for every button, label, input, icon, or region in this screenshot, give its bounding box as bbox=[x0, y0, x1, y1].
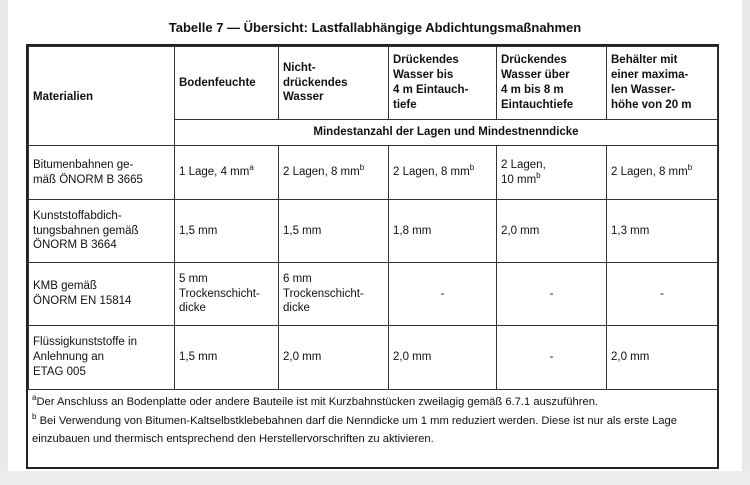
table-row bbox=[29, 146, 718, 200]
table-row bbox=[29, 200, 718, 263]
footnote-mark: b bbox=[32, 412, 37, 422]
row-material: KMB gemäß ÖNORM EN 15814 bbox=[29, 263, 175, 326]
table-container bbox=[26, 44, 719, 469]
data-table bbox=[28, 46, 718, 390]
header-materialien: Materialien bbox=[29, 47, 175, 146]
footnote-ref: b bbox=[359, 163, 365, 173]
cell bbox=[389, 146, 497, 200]
cell-value: 2 Lagen, 10 mm bbox=[501, 158, 546, 186]
cell: 1,5 mm bbox=[175, 200, 279, 263]
cell bbox=[175, 146, 279, 200]
cell bbox=[497, 146, 607, 200]
header-drueckend-bis-4m: Drückendes Wasser bis 4 m Eintauch- tiefe bbox=[389, 47, 497, 120]
cell: 1,8 mm bbox=[389, 200, 497, 263]
footnote-text: Der Anschluss an Bodenplatte oder andere Bauteile ist mit Kurzbahnstücken zweilagig gemäß 6.7.1 auszuführen. bbox=[36, 396, 599, 408]
header-behaelter: Behälter mit einer maxima- len Wasser- höhe von 20 m bbox=[607, 47, 718, 120]
cell-value: 2 Lagen, 8 mm bbox=[283, 166, 360, 179]
cell: 1,3 mm bbox=[607, 200, 718, 263]
cell-value: 2 Lagen, 8 mm bbox=[393, 166, 470, 179]
footnote-ref: b bbox=[536, 170, 541, 180]
footnote-ref: a bbox=[249, 163, 254, 173]
table-title: Tabelle 7 — Übersicht: Lastfallabhängige Abdichtungsmaßnahmen bbox=[168, 20, 582, 35]
cell: - bbox=[389, 263, 497, 326]
cell-value: 1 Lage, 4 mm bbox=[179, 166, 250, 179]
cell bbox=[279, 146, 389, 200]
cell: 6 mm Trockenschicht- dicke bbox=[279, 263, 389, 326]
right-frame bbox=[742, 0, 750, 485]
row-material: Kunststoffabdich- tungsbahnen gemäß ÖNORM B 3664 bbox=[29, 200, 175, 263]
subheader: Mindestanzahl der Lagen und Mindestnenndicke bbox=[175, 120, 718, 146]
header-drueckend-4-bis-8m: Drückendes Wasser über 4 m bis 8 m Eintauchtiefe bbox=[497, 47, 607, 120]
cell bbox=[607, 146, 718, 200]
header-nicht-drueckend: Nicht- drückendes Wasser bbox=[279, 47, 389, 120]
footnote-ref: b bbox=[469, 163, 475, 173]
footnote-a bbox=[32, 394, 713, 411]
row-material: Flüssigkunststoffe in Anlehnung an ETAG 005 bbox=[29, 326, 175, 390]
header-row bbox=[29, 47, 718, 120]
header-bodenfeuchte: Bodenfeuchte bbox=[175, 47, 279, 120]
cell: 1,5 mm bbox=[279, 200, 389, 263]
cell: 2,0 mm bbox=[497, 200, 607, 263]
table-row bbox=[29, 326, 718, 390]
row-material: Bitumenbahnen ge- mäß ÖNORM B 3665 bbox=[29, 146, 175, 200]
cell: 5 mm Trockenschicht- dicke bbox=[175, 263, 279, 326]
footnotes bbox=[28, 390, 717, 448]
cell: - bbox=[497, 263, 607, 326]
table-row bbox=[29, 263, 718, 326]
footnote-mark: a bbox=[32, 393, 37, 402]
cell: - bbox=[497, 326, 607, 390]
cell: 2,0 mm bbox=[389, 326, 497, 390]
cell: 1,5 mm bbox=[175, 326, 279, 390]
footnote-ref: b bbox=[687, 163, 693, 173]
footnote-b bbox=[32, 413, 713, 448]
bottom-frame bbox=[0, 471, 750, 485]
cell: 2,0 mm bbox=[607, 326, 718, 390]
cell-value: 2 Lagen, 8 mm bbox=[611, 166, 688, 179]
footnote-text: Bei Verwendung von Bitumen-Kaltselbstklebebahnen darf die Nenndicke um 1 mm reduziert werden. Diese ist nur als erste Lage einzubauen und thermisch entsprechend den Herstellervorschriften zu aktivieren. bbox=[32, 415, 677, 445]
cell: - bbox=[607, 263, 718, 326]
cell: 2,0 mm bbox=[279, 326, 389, 390]
left-frame bbox=[0, 0, 8, 485]
